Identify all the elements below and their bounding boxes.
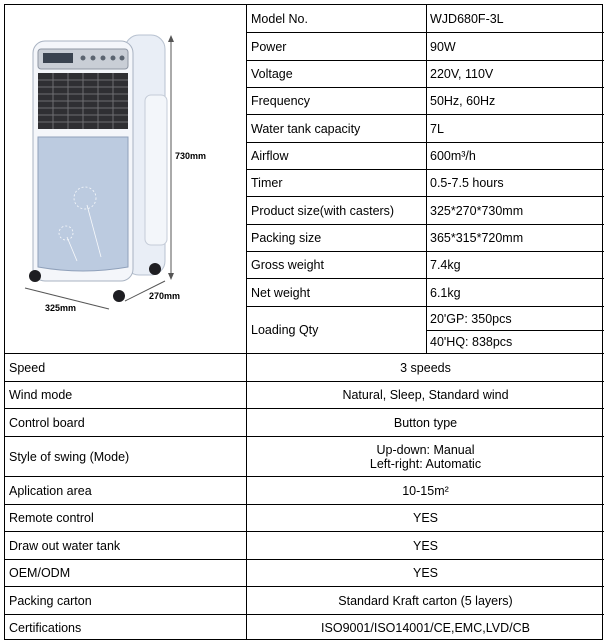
spec-label-airflow: Airflow [251, 149, 289, 163]
spec-value-swing-style [247, 437, 604, 476]
spec-value-application-area: 10-15m² [402, 483, 449, 498]
swing-up-down: Up-down: Manual [376, 442, 475, 457]
spec-value-speed: 3 speeds [400, 360, 451, 375]
spec-value-voltage: 220V, 110V [430, 67, 494, 81]
spec-label-speed: Speed [9, 360, 46, 375]
spec-value-water-tank: 7L [430, 121, 444, 136]
spec-label-timer: Timer [251, 176, 283, 190]
spec-value-airflow: 600m³/h [430, 149, 476, 163]
spec-label-certifications: Certifications [9, 620, 82, 635]
spec-value-wind-mode: Natural, Sleep, Standard wind [342, 388, 509, 402]
spec-label-control-board: Control board [9, 415, 85, 430]
spec-value-gross-weight: 7.4kg [430, 258, 461, 272]
spec-label-product-size: Product size(with casters) [251, 203, 395, 218]
spec-value-packing-size: 365*315*720mm [430, 231, 524, 245]
spec-value-water-tank-draw: YES [412, 538, 438, 553]
spec-value-net-weight: 6.1kg [430, 285, 461, 300]
spec-label-gross-weight: Gross weight [251, 258, 324, 272]
product-image [5, 5, 246, 353]
spec-label-frequency: Frequency [251, 94, 311, 108]
spec-value-remote-control: YES [412, 511, 438, 525]
spec-value-packing-carton: Standard Kraft carton (5 layers) [338, 593, 513, 608]
spec-value-frequency: 50Hz, 60Hz [430, 94, 496, 108]
spec-label-swing-style: Style of swing (Mode) [9, 449, 130, 464]
spec-value-oem-odm: YES [412, 566, 438, 580]
spec-label-power: Power [251, 39, 287, 54]
depth-dimension-label: 270mm [149, 291, 181, 301]
spec-value-control-board: Button type [393, 415, 458, 430]
air-cooler-illustration [5, 5, 246, 353]
height-dimension-label: 730mm [175, 151, 207, 161]
spec-label-model: Model No. [251, 11, 308, 26]
spec-label-packing-carton: Packing carton [9, 593, 92, 608]
spec-value-certifications: ISO9001/ISO14001/CE,EMC,LVD/CB [321, 620, 530, 635]
spec-label-water-tank-draw: Draw out water tank [9, 538, 121, 553]
swing-left-right: Left-right: Automatic [369, 456, 482, 471]
width-dimension-label: 325mm [45, 303, 77, 313]
spec-label-wind-mode: Wind mode [9, 388, 73, 402]
spec-label-application-area: Aplication area [9, 483, 92, 498]
spec-value-model: WJD680F-3L [430, 11, 504, 26]
spec-value-timer: 0.5-7.5 hours [430, 176, 504, 190]
spec-value-product-size: 325*270*730mm [430, 203, 524, 218]
spec-value-loading-20gp: 20'GP: 350pcs [430, 311, 512, 326]
spec-label-voltage: Voltage [251, 67, 293, 81]
spec-value-loading-40hq: 40'HQ: 838pcs [430, 335, 513, 349]
spec-label-packing-size: Packing size [251, 231, 322, 245]
spec-label-loading-qty: Loading Qty [251, 323, 319, 337]
spec-label-net-weight: Net weight [251, 285, 311, 300]
spec-value-power: 90W [430, 39, 456, 54]
spec-label-water-tank: Water tank capacity [251, 121, 361, 136]
spec-sheet [4, 4, 603, 640]
spec-label-oem-odm: OEM/ODM [9, 566, 71, 580]
spec-label-remote-control: Remote control [9, 511, 94, 525]
